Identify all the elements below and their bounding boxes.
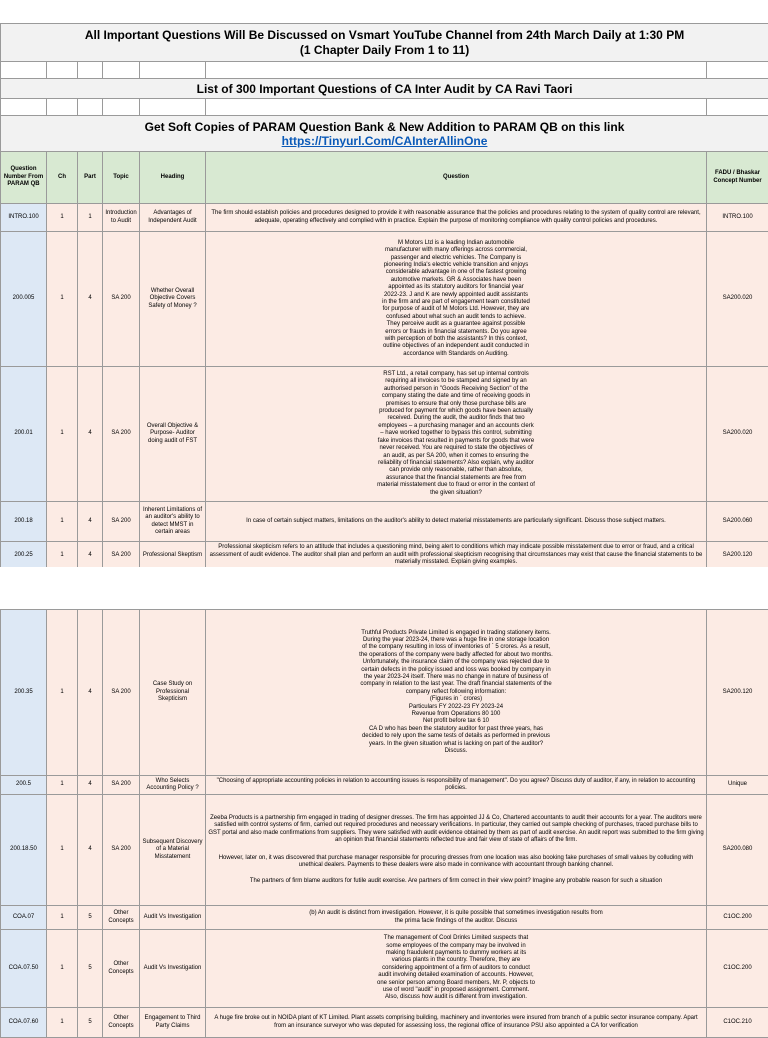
row-topic: SA 200 [103,502,140,542]
row-topic: Other Concepts [103,906,140,930]
row-topic: SA 200 [103,542,140,570]
row-heading: Inherent Limitations of an auditor's ability to detect MMST in certain areas [140,502,206,542]
header-part: Part [78,152,103,204]
table-row [1,542,768,570]
question-line: (Figures in ` crores) [208,696,704,703]
question-line: CA D who has been the statutory auditor for past three years, has [208,726,704,733]
question-line: decided to rely upon the same tests of details as performed in previous [208,733,704,740]
list-title: List of 300 Important Questions of CA Inter Audit by CA Ravi Taori [1,79,768,99]
row-heading: Overall Objective & Purpose- Auditor doing audit of FST [140,367,206,502]
spreadsheet-bottom [0,609,768,1038]
row-part: 4 [78,542,103,570]
table-row [1,204,768,232]
page-break [0,567,768,609]
question-line: Revenue from Operations 80 100 [208,711,704,718]
table-row [1,776,768,795]
question-line: years. In the given situation what is lacking on part of the auditor? [208,741,704,748]
question-line: Discuss. [208,748,704,755]
row-chapter: 1 [47,367,78,502]
question-paragraph: However, later on, it was discovered that purchase manager responsible for procuring dresses from one location was also booking fake purchases of small values by colluding with unethical dealers. Payments to these dealers were also made in connivance with accountant through banking channel. [208,855,704,870]
row-fadu: C1OC.210 [707,1008,768,1038]
row-part: 4 [78,232,103,367]
question-line: of the company resulting in loss of inventories of ` 5 crores. As a result, [208,644,704,651]
row-chapter: 1 [47,502,78,542]
question-line: Truthful Products Private Limited is engaged in trading stationery items. [208,630,704,637]
row-topic: SA 200 [103,232,140,367]
row-part: 1 [78,204,103,232]
row-question-number: 200.18 [1,502,47,542]
row-part: 5 [78,1008,103,1038]
row-heading: Subsequent Discovery of a Material Misstatement [140,795,206,906]
row-fadu: INTRO.100 [707,204,768,232]
row-topic: SA 200 [103,367,140,502]
row-question: M Motors Ltd is a leading Indian automobile manufacturer with many offerings across commercial, passenger and electric vehicles. The Company is pioneering India's electric vehicle transition and enjoys considerable advantage in one of the fastest growing automotive markets. GR & Associates have been appointed as its statutory auditors for financial year 2022-23. J and K are newly appointed audit assistants in the firm and are part of engagement team constituted for purpose of audit of M Motors Ltd. However, they are confused about what such an audit tends to achieve. They perceive audit as a guarantee against possible errors or frauds in financial statements. Do you agree with perception of both the assistants? In this context, outline objectives of an independent audit conducted in accordance with Standards on Auditing. [206,232,707,367]
row-fadu: C1OC.200 [707,930,768,1008]
question-paragraph: Zeeba Products is a partnership firm engaged in trading of designer dresses. The firm has appointed JJ & Co, Chartered accountants to audit their accounts for a year. The auditors were satisfied with control systems of firm, carried out required procedures and necessary verifications. In particular, they carried out sample checking of purchases, traced purchase bills to GST portal and also made confirmations from suppliers. They were satisfied with audit evidence obtained by them as part of audit exercise. An audit report was submitted to the firm giving an opinion that financial statements reflected true and fair view of state of affairs of the firm. [208,815,704,845]
question-line: During the year 2023-24, there was a huge fire in one storage location [208,637,704,644]
row-question-number: 200.005 [1,232,47,367]
question-line: the year 2023-24 itself. There was no change in nature of business of [208,674,704,681]
row-part: 4 [78,776,103,795]
question-line: Net profit before tax 6 10 [208,718,704,725]
row-question-number: COA.07 [1,906,47,930]
row-part: 4 [78,610,103,776]
row-question [206,795,707,906]
row-question: RST Ltd., a retail company, has set up internal controls requiring all invoices to be stamped and signed by an authorised person in "Goods Receiving Section" of the company stating the date and time of receiving goods in premises to ensure that only those purchase bills are produced for payment for which goods have been actually received. During the audit, the auditor finds that two employees – a purchasing manager and an accounts clerk – have worked together to bypass this control, submitting fake invoices that resulted in payments for goods that were never received. You are required to state the objectives of an audit, as per SA 200, when it comes to ensuring the reliability of financial statements? Also explain, why auditor can provide only reasonable, rather than absolute, assurance that the financial statements are free from material misstatement due to fraud or error in the context of the given situation? [206,367,707,502]
row-question-number: COA.07.60 [1,1008,47,1038]
row-topic: SA 200 [103,795,140,906]
table-row [1,232,768,367]
question-line: company reflect following information: [208,689,704,696]
row-question: In case of certain subject matters, limitations on the auditor's ability to detect material misstatements are particularly significant. Discuss those subject matters. [206,502,707,542]
row-question [206,610,707,776]
question-line: certain defects in the policy issued and loss was booked by company in [208,667,704,674]
row-fadu: SA200.120 [707,610,768,776]
row-question: (b) An audit is distinct from investigation. However, it is quite possible that sometimes investigation results from the prima facie findings of the auditor. Discuss [206,906,707,930]
row-part: 4 [78,502,103,542]
row-question-number: 200.25 [1,542,47,570]
promo-text: Get Soft Copies of PARAM Question Bank & New Addition to PARAM QB on this link [3,120,766,134]
row-question-number: INTRO.100 [1,204,47,232]
row-fadu: SA200.020 [707,367,768,502]
row-heading: Professional Skeptism [140,542,206,570]
question-line: Unfortunately, the insurance claim of the company was rejected due to [208,659,704,666]
row-question: The firm should establish policies and procedures designed to provide it with reasonable assurance that the policies and procedures relating to the system of quality control are relevant, adequate, operating effectively and complied with in practice. Explain the purpose of monitoring compliance with quality control policies and procedures. [206,204,707,232]
row-heading: Whether Overall Objective Covers Safety of Money ? [140,232,206,367]
row-topic: SA 200 [103,610,140,776]
header-heading: Heading [140,152,206,204]
row-question-number: 200.18.50 [1,795,47,906]
question-line: Particulars FY 2022-23 FY 2023-24 [208,704,704,711]
row-chapter: 1 [47,906,78,930]
row-part: 4 [78,795,103,906]
row-chapter: 1 [47,204,78,232]
promo-link[interactable]: https://Tinyurl.Com/CAInterAllinOne [3,134,766,148]
question-line: company in relation to the last year. The draft financial statements of the [208,681,704,688]
row-fadu: SA200.120 [707,542,768,570]
table-row [1,795,768,906]
row-chapter: 1 [47,930,78,1008]
table-row [1,502,768,542]
row-heading: Advantages of Independent Audit [140,204,206,232]
promo-banner [1,116,768,152]
row-part: 4 [78,367,103,502]
row-heading: Who Selects Accounting Policy ? [140,776,206,795]
row-heading: Case Study on Professional Skepticism [140,610,206,776]
question-paragraph: The partners of firm blame auditors for futile audit exercise. Are partners of firm correct in their view point? Imagine any probable reason for such a situation [208,878,704,885]
spreadsheet-top [0,23,768,570]
row-fadu: C1OC.200 [707,906,768,930]
row-chapter: 1 [47,795,78,906]
header-fadu: FADU / Bhaskar Concept Number [707,152,768,204]
row-topic: Other Concepts [103,930,140,1008]
announcement-banner [1,24,768,62]
row-chapter: 1 [47,610,78,776]
table-row [1,367,768,502]
row-question: A huge fire broke out in NOIDA plant of KT Limited. Plant assets comprising building, machinery and inventories were insured from branch of a public sector insurance company. Apart from an insurance surveyor who was deputed for assessing loss, the regional office of insurance PSU also appointed a CA for verification [206,1008,707,1038]
announcement-line-1: All Important Questions Will Be Discussed on Vsmart YouTube Channel from 24th March Daily at 1:30 PM [3,28,766,43]
row-part: 5 [78,930,103,1008]
table-row [1,906,768,930]
row-question: "Choosing of appropriate accounting policies in relation to accounting issues is responsibility of management". Do you agree? Discuss duty of auditor, if any, in relation to accounting policies. [206,776,707,795]
row-chapter: 1 [47,232,78,367]
announcement-line-2: (1 Chapter Daily From 1 to 11) [3,43,766,58]
question-line: the operations of the company were badly affected for about two months. [208,652,704,659]
row-fadu: Unique [707,776,768,795]
row-part: 5 [78,906,103,930]
row-chapter: 1 [47,542,78,570]
row-question: The management of Cool Drinks Limited suspects that some employees of the company may be involved in making fraudulent payments to dummy workers at its various plants in the country. Therefore, they are considering appointment of a firm of auditors to conduct audit involving detailed examination of accounts. However, one senior person among Board members, Mr. P, objects to use of word "audit" in proposed assignment. Comment. Also, discuss how audit is different from investigation. [206,930,707,1008]
row-question-number: 200.01 [1,367,47,502]
header-topic: Topic [103,152,140,204]
row-fadu: SA200.060 [707,502,768,542]
row-heading: Engagement to Third Party Claims [140,1008,206,1038]
table-row [1,930,768,1008]
row-topic: Introduction to Audit [103,204,140,232]
row-fadu: SA200.020 [707,232,768,367]
header-question-number: Question Number From PARAM QB [1,152,47,204]
row-question-number: 200.35 [1,610,47,776]
row-heading: Audit Vs Investigation [140,906,206,930]
row-topic: SA 200 [103,776,140,795]
row-heading: Audit Vs Investigation [140,930,206,1008]
row-question-number: COA.07.50 [1,930,47,1008]
table-row [1,1008,768,1038]
header-chapter: Ch [47,152,78,204]
row-topic: Other Concepts [103,1008,140,1038]
row-chapter: 1 [47,776,78,795]
row-chapter: 1 [47,1008,78,1038]
header-question: Question [206,152,707,204]
row-question: Professional skepticism refers to an attitude that includes a questioning mind, being alert to conditions which may indicate possible misstatement due to error or fraud, and a critical assessment of audit evidence. The auditor shall plan and perform an audit with professional skepticism recognising that circumstances may exist that cause the financial statements to be materially misstated. Explain giving examples. [206,542,707,570]
row-fadu: SA200.080 [707,795,768,906]
table-row [1,610,768,776]
row-question-number: 200.5 [1,776,47,795]
